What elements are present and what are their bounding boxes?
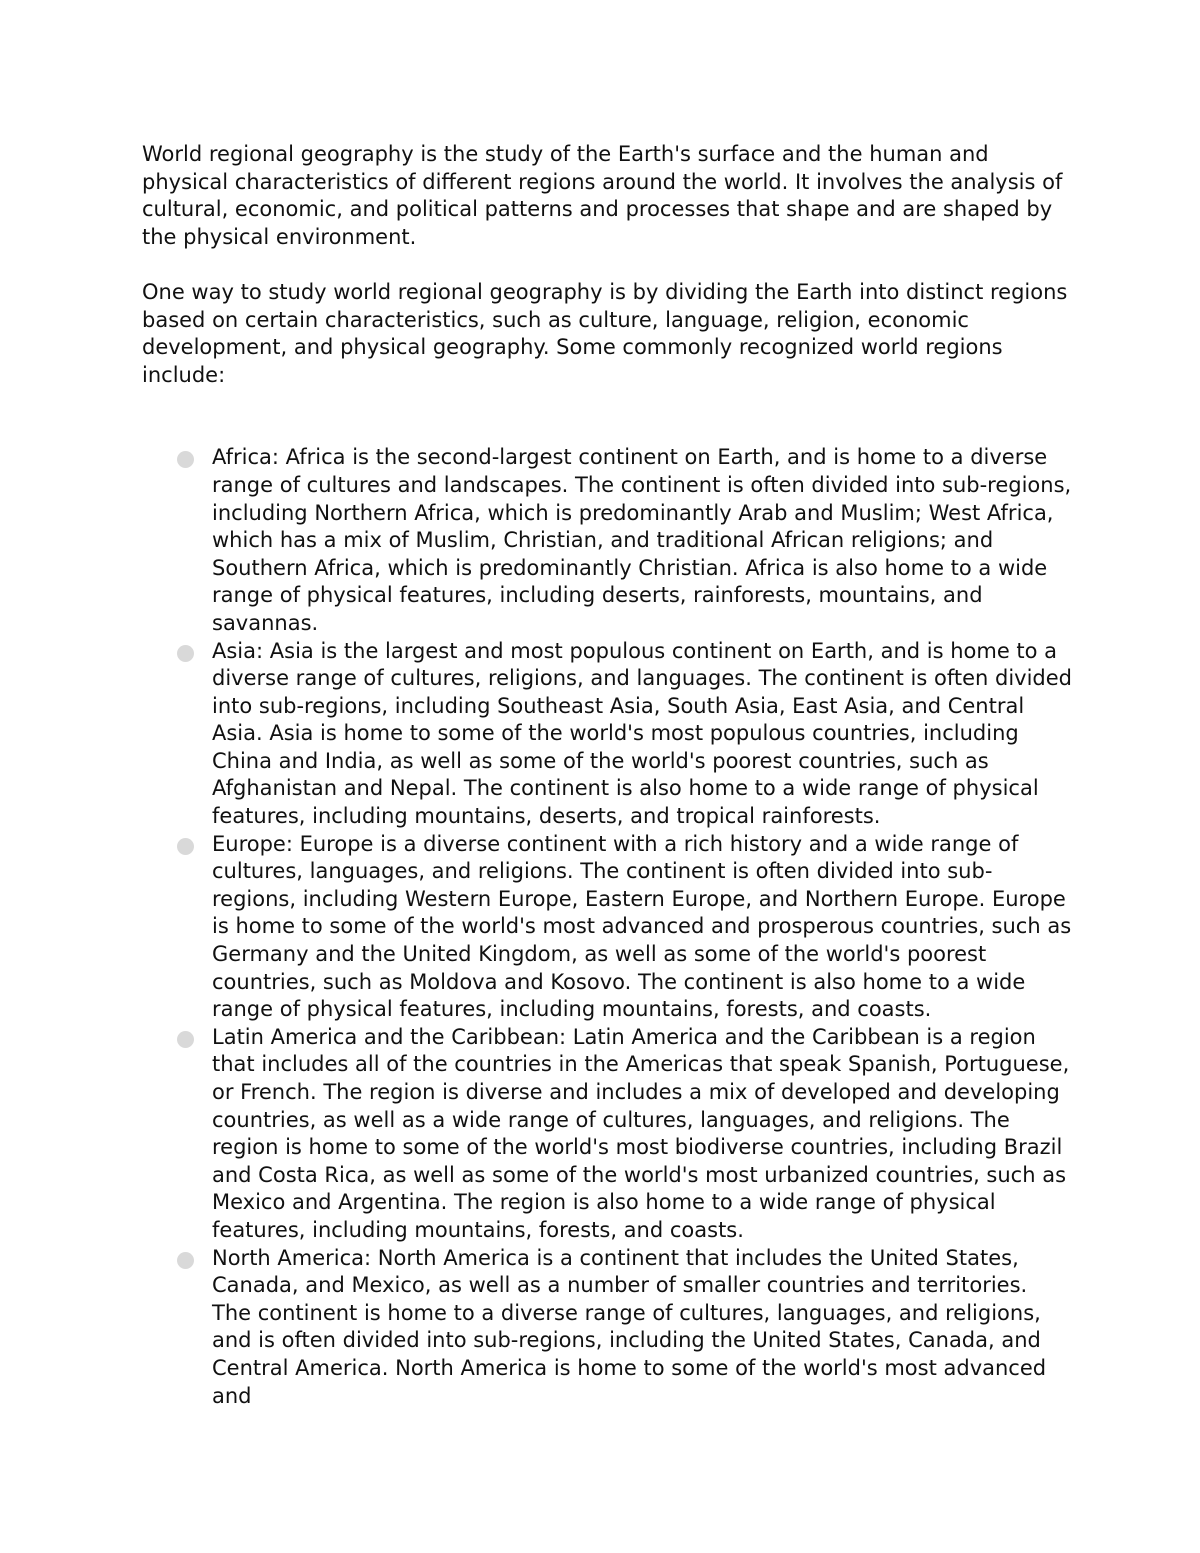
list-item-latin-america — [142, 1024, 1072, 1245]
list-item-europe — [142, 831, 1072, 1024]
bullet-icon — [177, 451, 194, 468]
bullet-icon — [177, 645, 194, 662]
region-text: North America: North America is a continent that includes the United States, Canada, and Mexico, as well as a number of smaller countries and territories. The continent is home to a diverse range of cultures, languages, and religions, and is often divided into sub-regions, including the United States, Canada, and Central America. North America is home to some of the world's most advanced and — [212, 1245, 1047, 1408]
document-body — [142, 141, 1072, 1410]
list-item-asia — [142, 638, 1072, 831]
list-item-africa — [142, 444, 1072, 637]
region-list — [142, 444, 1072, 1410]
intro-paragraph: World regional geography is the study of the Earth's surface and the human and physical characteristics of different regions around the world. It involves the analysis of cultural, economic, and political patterns and processes that shape and are shaped by the physical environment. — [142, 142, 1063, 249]
region-text: Latin America and the Caribbean: Latin America and the Caribbean is a region that includes all of the countries in the Americas that speak Spanish, Portuguese, or French. The region is diverse and includes a mix of developed and developing countries, as well as a wide range of cultures, languages, and religions. The region is home to some of the world's most biodiverse countries, including Brazil and Costa Rica, as well as some of the world's most urbanized countries, such as Mexico and Argentina. The region is also home to a wide range of physical features, including mountains, forests, and coasts. — [212, 1024, 1070, 1242]
bullet-icon — [177, 1031, 194, 1048]
region-text: Asia: Asia is the largest and most populous continent on Earth, and is home to a diverse range of cultures, religions, and languages. The continent is often divided into sub-regions, including Southeast Asia, South Asia, East Asia, and Central Asia. Asia is home to some of the world's most populous countries, including China and India, as well as some of the world's poorest countries, such as Afghanistan and Nepal. The continent is also home to a wide range of physical features, including mountains, deserts, and tropical rainforests. — [212, 638, 1072, 829]
bullet-icon — [177, 838, 194, 855]
regions-intro-paragraph: One way to study world regional geography is by dividing the Earth into distinct regions based on certain characteristics, such as culture, language, religion, economic development, and physical geography. Some commonly recognized world regions include: — [142, 279, 1068, 387]
list-item-north-america — [142, 1245, 1072, 1411]
bullet-icon — [177, 1252, 194, 1269]
region-text: Europe: Europe is a diverse continent with a rich history and a wide range of cultures, languages, and religions. The continent is often divided into sub-regions, including Western Europe, Eastern Europe, and Northern Europe. Europe is home to some of the world's most advanced and prosperous countries, such as Germany and the United Kingdom, as well as some of the world's poorest countries, such as Moldova and Kosovo. The continent is also home to a wide range of physical features, including mountains, forests, and coasts. — [212, 831, 1072, 1022]
region-text: Africa: Africa is the second-largest continent on Earth, and is home to a diverse range of cultures and landscapes. The continent is often divided into sub-regions, including Northern Africa, which is predominantly Arab and Muslim; West Africa, which has a mix of Muslim, Christian, and traditional African religions; and Southern Africa, which is predominantly Christian. Africa is also home to a wide range of physical features, including deserts, rainforests, mountains, and savannas. — [212, 445, 1072, 635]
